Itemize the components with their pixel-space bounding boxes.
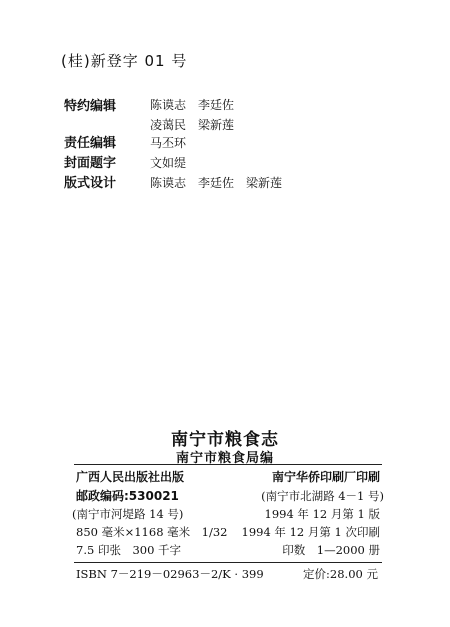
sheets-words: 7.5 印张 300 千字 <box>76 543 182 557</box>
special-editors-label: 特约编辑 <box>64 99 117 114</box>
isbn: ISBN 7－219－02963－2/K · 399 <box>76 567 264 581</box>
first-edition: 1994 年 12 月第 1 版 <box>264 507 380 521</box>
special-editor-name: 陈谟志 <box>150 98 187 112</box>
format-size: 850 毫米×1168 毫米 1/32 <box>76 525 228 539</box>
publisher-address: (南宁市河堤路 14 号) <box>72 507 184 521</box>
printer: 南宁华侨印刷厂印刷 <box>271 470 380 484</box>
layout-designer-name: 李廷佐 <box>198 176 235 190</box>
special-editor-name: 凌蔼民 <box>150 118 187 132</box>
registration-number: (桂)新登字 01 号 <box>61 52 188 70</box>
printer-address: (南宁市北湖路 4－1 号) <box>261 489 384 503</box>
price: 定价:28.00 元 <box>303 567 378 581</box>
first-printing: 1994 年 12 月第 1 次印刷 <box>241 525 380 539</box>
cover-title-name: 文如缇 <box>150 156 187 170</box>
responsible-editor-label: 责任编辑 <box>64 136 117 151</box>
divider-top <box>74 464 382 465</box>
layout-design-label: 版式设计 <box>64 176 117 191</box>
publisher: 广西人民出版社出版 <box>76 470 185 484</box>
cover-title-label: 封面题字 <box>64 156 117 171</box>
responsible-editor-name: 马丕环 <box>150 136 187 150</box>
book-compiler: 南宁市粮食局编 <box>175 451 274 466</box>
postcode: 邮政编码:530021 <box>76 489 179 503</box>
divider-bottom <box>74 562 382 563</box>
special-editor-name: 梁新莲 <box>198 118 235 132</box>
layout-designer-name: 陈谟志 <box>150 176 187 190</box>
print-run: 印数 1—2000 册 <box>282 543 380 557</box>
special-editor-name: 李廷佐 <box>198 98 235 112</box>
layout-designer-name: 梁新莲 <box>246 176 283 190</box>
book-title: 南宁市粮食志 <box>171 430 279 450</box>
